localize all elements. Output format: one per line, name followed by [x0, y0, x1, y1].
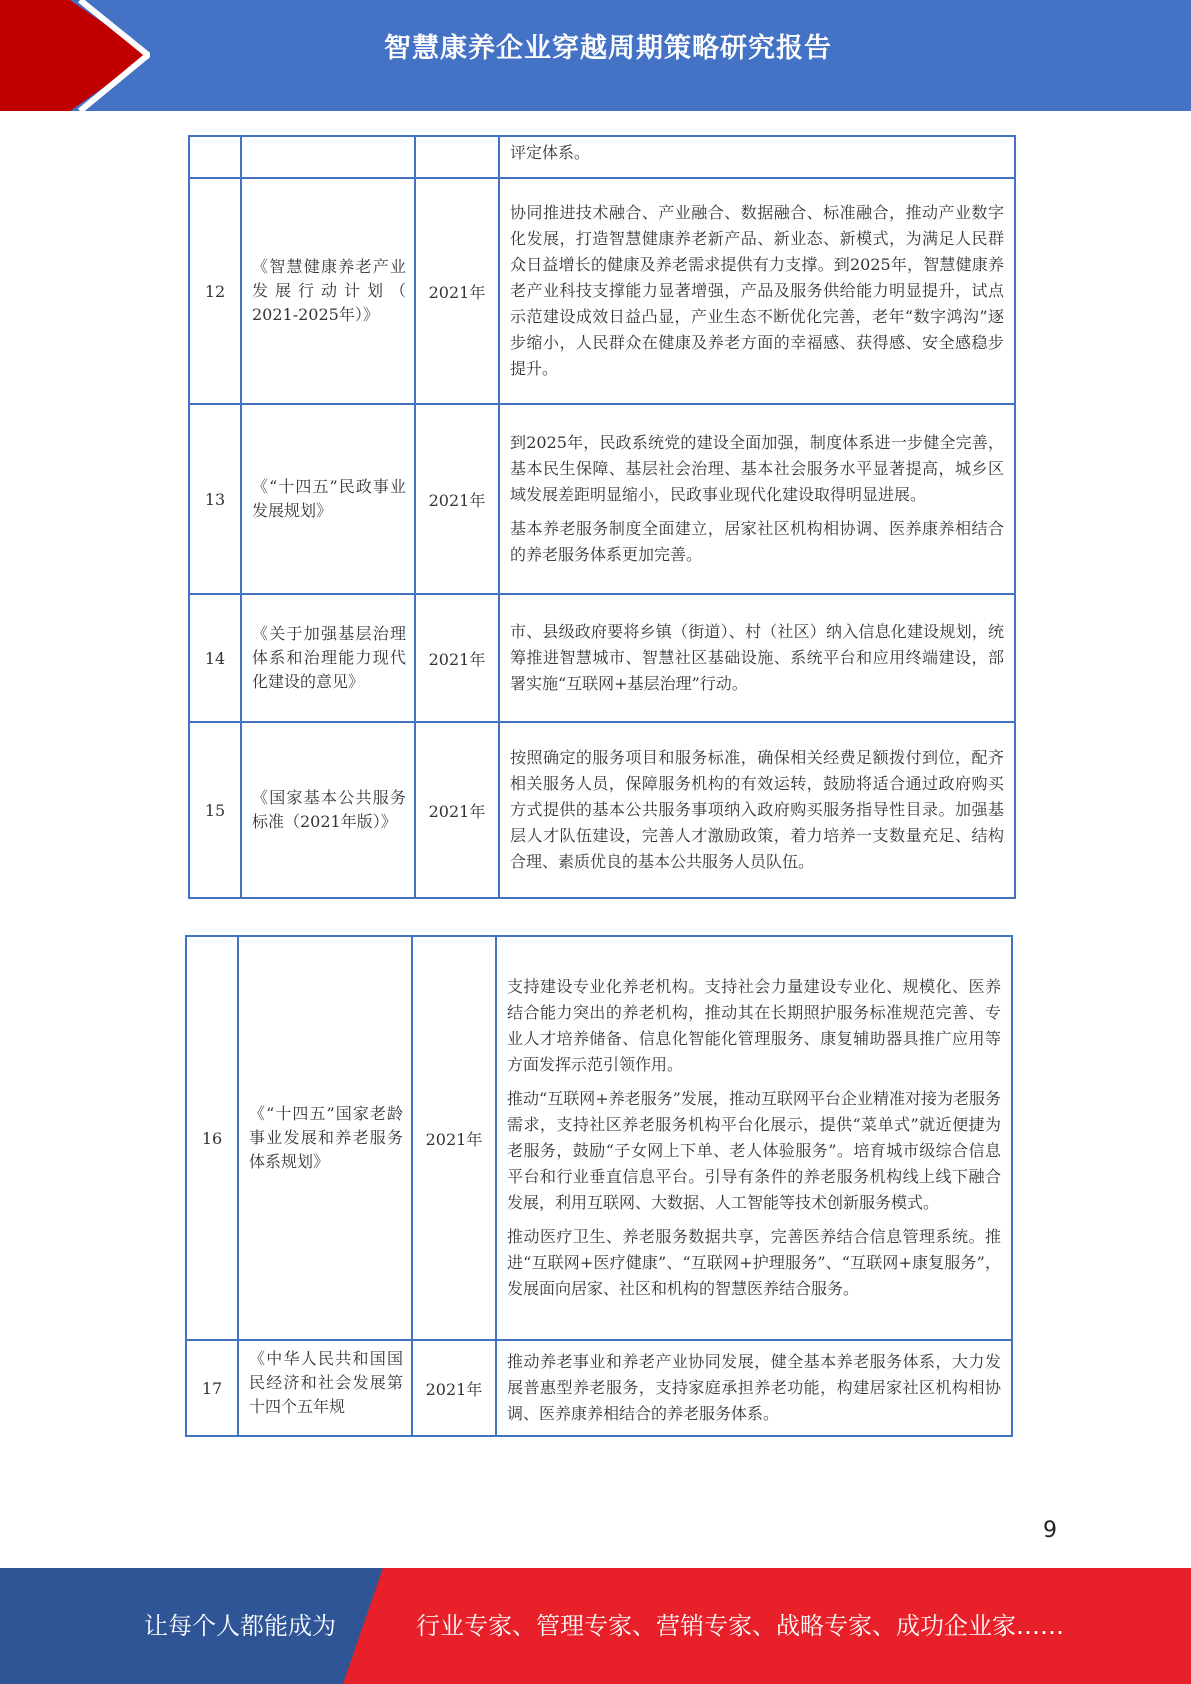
row-number — [189, 136, 241, 178]
policy-year: 2021年 — [415, 594, 499, 722]
policy-year: 2021年 — [415, 404, 499, 594]
content-paragraph: 协同推进技术融合、产业融合、数据融合、标准融合，推动产业数字化发展，打造智慧健康养老新产品、新业态、新模式，为满足人民群众日益增长的健康及养老需求提供有力支撑。到2025年，智慧健康养老产业科技支撑能力显著增强，产品及服务供给能力明显提升，试点示范建设成效日益凸显，产业生态不断优化完善，老年“数字鸿沟”逐步缩小，人民群众在健康及养老方面的幸福感、获得感、安全感稳步提升。 — [510, 203, 1004, 378]
page-header — [0, 0, 1191, 111]
table-row — [189, 404, 1015, 594]
policy-name — [241, 136, 415, 178]
table-row — [189, 722, 1015, 898]
row-number: 15 — [189, 722, 241, 898]
table-row — [189, 178, 1015, 404]
table-row — [189, 594, 1015, 722]
policy-content — [496, 936, 1012, 1340]
policy-name: 《关于加强基层治理体系和治理能力现代化建设的意见》 — [241, 594, 415, 722]
policy-content — [496, 1340, 1012, 1436]
footer-slogan-left: 让每个人都能成为 — [144, 1612, 336, 1640]
policy-year: 2021年 — [415, 722, 499, 898]
policy-content — [499, 136, 1015, 178]
policy-year: 2021年 — [412, 1340, 496, 1436]
row-number: 12 — [189, 178, 241, 404]
content-paragraph: 支持建设专业化养老机构。支持社会力量建设专业化、规模化、医养结合能力突出的养老机构，推动其在长期照护服务标准规范完善、专业人才培养储备、信息化智能化管理服务、康复辅助器具推广应用等方面发挥示范引领作用。 — [507, 977, 1001, 1074]
content-paragraph: 基本养老服务制度全面建立，居家社区机构相协调、医养康养相结合的养老服务体系更加完善。 — [510, 519, 1004, 564]
content-paragraph: 到2025年，民政系统党的建设全面加强，制度体系进一步健全完善，基本民生保障、基层社会治理、基本社会服务水平显著提高，城乡区域发展差距明显缩小，民政事业现代化建设取得明显进展。 — [510, 433, 1004, 504]
policy-name: 《“十四五”国家老龄事业发展和养老服务体系规划》 — [238, 936, 412, 1340]
page-footer — [0, 1568, 1191, 1684]
content-paragraph: 按照确定的服务项目和服务标准，确保相关经费足额拨付到位，配齐相关服务人员，保障服务机构的有效运转，鼓励将适合通过政府购买方式提供的基本公共服务事项纳入政府购买服务指导性目录。加强基层人才队伍建设，完善人才激励政策，着力培养一支数量充足、结构合理、素质优良的基本公共服务人员队伍。 — [510, 748, 1004, 871]
policy-content — [499, 594, 1015, 722]
policy-name: 《中华人民共和国国民经济和社会发展第十四个五年规 — [238, 1340, 412, 1436]
content-paragraph: 推动养老事业和养老产业协同发展，健全基本养老服务体系，大力发展普惠型养老服务，支持家庭承担养老功能，构建居家社区机构相协调、医养康养相结合的养老服务体系。 — [507, 1352, 1001, 1423]
table-row — [189, 136, 1015, 178]
content-paragraph: 评定体系。 — [510, 143, 591, 162]
policy-year — [415, 136, 499, 178]
row-number: 13 — [189, 404, 241, 594]
policy-table-2 — [185, 935, 1013, 1437]
content-paragraph: 推动“互联网+养老服务”发展，推动互联网平台企业精准对接为老服务需求，支持社区养老服务机构平台化展示，提供“菜单式”就近便捷为老服务，鼓励“子女网上下单、老人体验服务”。培育城市级综合信息平台和行业垂直信息平台。引导有条件的养老服务机构线上线下融合发展，利用互联网、大数据、人工智能等技术创新服务模式。 — [507, 1089, 1001, 1212]
row-number: 17 — [186, 1340, 238, 1436]
footer-slogan-right: 行业专家、管理专家、营销专家、战略专家、成功企业家…… — [416, 1612, 1064, 1640]
table-row — [186, 936, 1012, 1340]
content-paragraph: 市、县级政府要将乡镇（街道）、村（社区）纳入信息化建设规划，统筹推进智慧城市、智慧社区基础设施、系统平台和应用终端建设，部署实施“互联网+基层治理”行动。 — [510, 622, 1004, 693]
page-number: 9 — [1043, 1518, 1057, 1543]
report-title: 智慧康养企业穿越周期策略研究报告 — [384, 33, 832, 64]
content-paragraph: 推动医疗卫生、养老服务数据共享，完善医养结合信息管理系统。推进“互联网+医疗健康”、“互联网+护理服务”、“互联网+康复服务”，发展面向居家、社区和机构的智慧医养结合服务。 — [507, 1227, 1001, 1298]
policy-content — [499, 178, 1015, 404]
policy-year: 2021年 — [412, 936, 496, 1340]
policy-name: 《国家基本公共服务标准（2021年版）》 — [241, 722, 415, 898]
policy-name: 《“十四五”民政事业发展规划》 — [241, 404, 415, 594]
policy-table-1 — [188, 135, 1016, 899]
row-number: 16 — [186, 936, 238, 1340]
policy-content — [499, 404, 1015, 594]
row-number: 14 — [189, 594, 241, 722]
policy-name: 《智慧健康养老产业发展行动计划（ 2021-2025年）》 — [241, 178, 415, 404]
policy-year: 2021年 — [415, 178, 499, 404]
policy-content — [499, 722, 1015, 898]
table-row — [186, 1340, 1012, 1436]
